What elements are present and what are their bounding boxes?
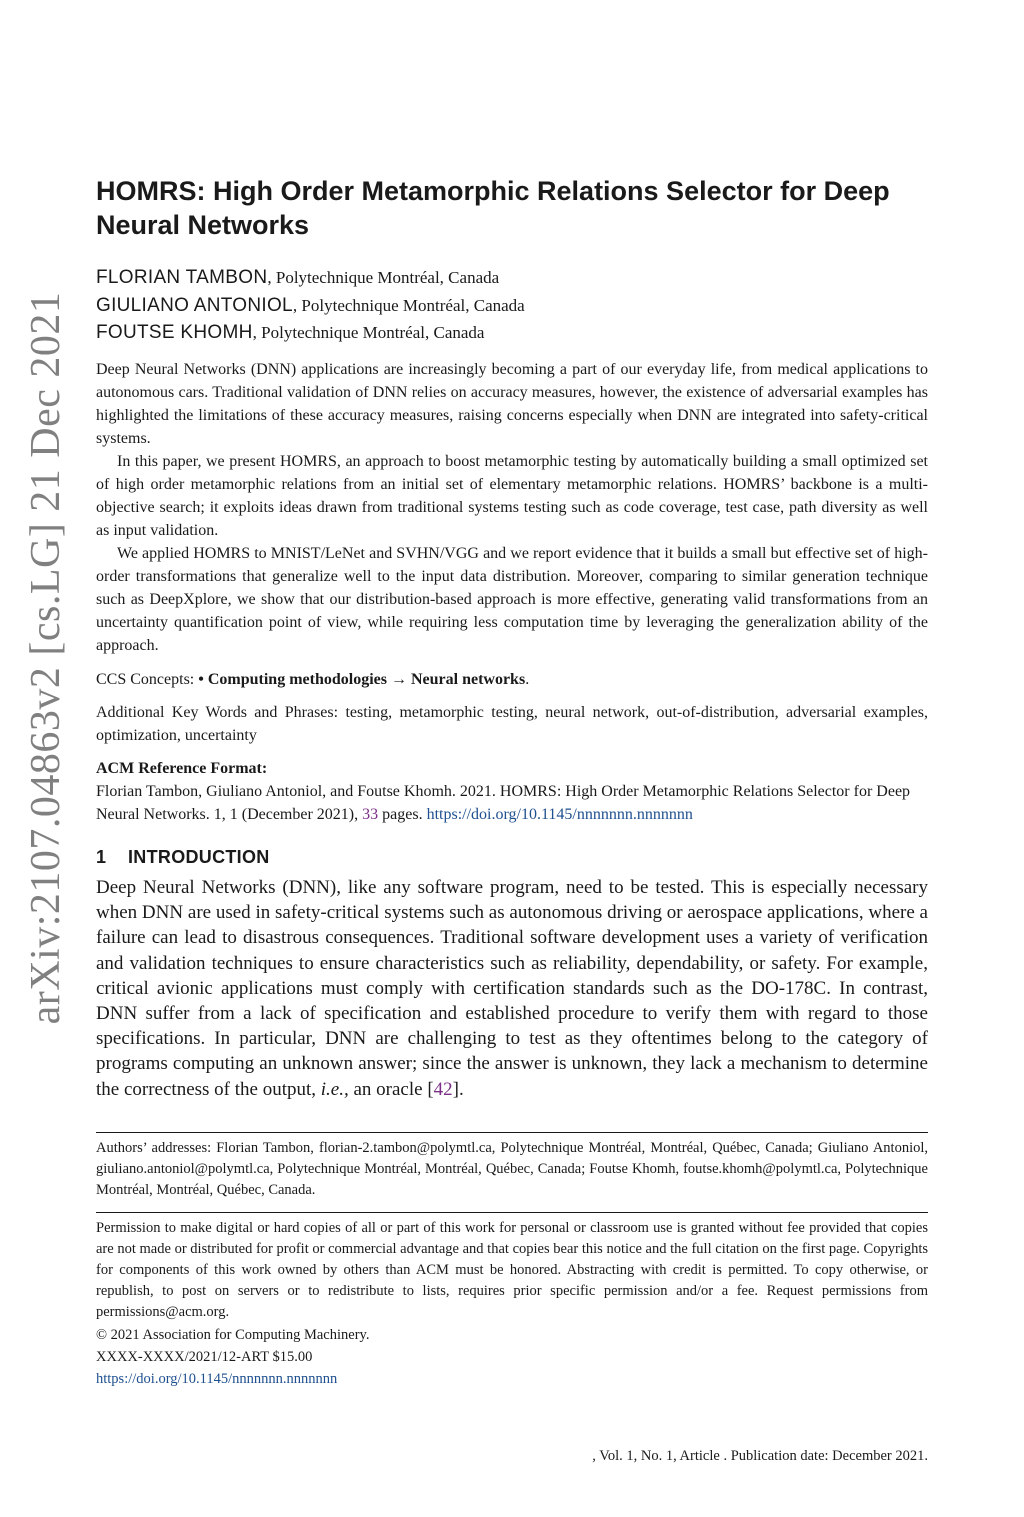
permission-divider xyxy=(96,1212,928,1213)
intro-text-tail: an oracle [ xyxy=(348,1078,434,1100)
author-entry xyxy=(96,319,928,347)
abstract-paragraph: In this paper, we present HOMRS, an approach to boost metamorphic testing by automatically building a small optimized set of high order metamorphic relations from an initial set of elementary metamorphic relations. HOMRS’ backbone is a multi-objective search; it exploits ideas drawn from traditional systems testing such as code coverage, test case, path diversity as well as input validation. xyxy=(96,453,928,539)
author-entry xyxy=(96,264,928,292)
ccs-subconcept: Neural networks xyxy=(410,671,526,688)
author-addresses: Authors’ addresses: Florian Tambon, florian-2.tambon@polymtl.ca, Polytechnique Montréal, Montréal, Québec, Canada; Giuliano Antoniol, giuliano.antoniol@polymtl.ca, Polytechnique Montréal, Montréal, Québec, Canada; Foutse Khomh, foutse.khomh@polymtl.ca, Polytechnique Montréal, Montréal, Québec, Canada. xyxy=(96,1140,928,1198)
section-heading xyxy=(96,845,928,869)
author-name: GIULIANO ANTONIOL xyxy=(96,294,293,316)
author-entry xyxy=(96,292,928,320)
pages-suffix: pages. xyxy=(378,806,427,823)
abstract-paragraph: We applied HOMRS to MNIST/LeNet and SVHN/VGG and we report evidence that it builds a small but effective set of high-order transformations that generalize well to the input data distribution. Moreover, comparing to similar generation technique such as DeepXplore, we show that our distribution-based approach is more effective, generating valid transformations from an uncertainty quantification point of view, while requiring less computation time by leveraging the generalization ability of the approach. xyxy=(96,545,928,654)
footnote-divider xyxy=(96,1132,928,1133)
abstract-paragraph: Deep Neural Networks (DNN) applications are increasingly becoming a part of our everyday life, from medical applications to autonomous cars. Traditional validation of DNN relies on accuracy measures, however, the existence of adversarial examples has highlighted the limitations of these accuracy measures, raising concerns especially when DNN are integrated into safety-critical systems. xyxy=(96,361,928,447)
section-number: 1 xyxy=(96,847,107,867)
issn-line: XXXX-XXXX/2021/12-ART $15.00 xyxy=(96,1349,313,1365)
footnote-doi-link[interactable]: https://doi.org/10.1145/nnnnnnn.nnnnnnn xyxy=(96,1371,338,1387)
author-name: FOUTSE KHOMH xyxy=(96,322,253,343)
author-affiliation: , Polytechnique Montréal, Canada xyxy=(252,323,485,342)
paper-title: HOMRS: High Order Metamorphic Relations Selector for Deep Neural Networks xyxy=(96,176,890,240)
section-title: INTRODUCTION xyxy=(128,847,270,867)
ccs-bullet: • xyxy=(198,671,208,688)
ccs-arrow: → xyxy=(386,671,411,688)
keywords: Additional Key Words and Phrases: testing, metamorphic testing, neural network, out-of-distribution, adversarial examples, optimization, uncertainty xyxy=(96,704,928,744)
arxiv-sidebar-stamp xyxy=(16,0,76,1517)
author-affiliation: , Polytechnique Montréal, Canada xyxy=(292,295,525,315)
acm-reference-heading: ACM Reference Format: xyxy=(96,760,268,777)
page-count-link[interactable]: 33 xyxy=(362,806,379,823)
doi-link[interactable]: https://doi.org/10.1145/nnnnnnn.nnnnnnn xyxy=(426,806,693,823)
acm-reference-format xyxy=(96,757,928,826)
acm-reference-text: Florian Tambon, Giuliano Antoniol, and Foutse Khomh. 2021. HOMRS: High Order Metamorphic Relations Selector for Deep Neural Networks. 1, 1 (December 2021), xyxy=(96,783,911,823)
intro-text-end: ]. xyxy=(452,1078,464,1100)
introduction-paragraph xyxy=(96,875,928,1102)
author-list xyxy=(96,264,928,347)
copyright-line: © 2021 Association for Computing Machinery. xyxy=(96,1327,370,1343)
permission-notice: Permission to make digital or hard copies of all or part of this work for personal or classroom use is granted without fee provided that copies are not made or distributed for profit or commercial advantage and that copies bear this notice and the full citation on the first page. Copyrights for components of this work owned by others than ACM must be honored. Abstracting with credit is permitted. To copy otherwise, or republish, to post on servers or to redistribute to lists, requires prior specific permission and/or a fee. Request permissions from permissions@acm.org. xyxy=(96,1220,928,1320)
intro-text: Deep Neural Networks (DNN), like any software program, need to be tested. This is especially necessary when DNN are used in safety-critical systems such as autonomous driving or aerospace applications, where a failure can lead to disastrous consequences. Traditional software development uses a variety of verification and validation techniques to ensure characteristics such as reliability, dependability, or safety. For example, critical avionic applications must comply with certification standards such as the DO-178C. In contrast, DNN suffer from a lack of specification and established procedure to verify them with regard to those specifications. In particular, DNN are challenging to test as they oftentimes belong to the category of programs computing an unknown answer; since the answer is unknown, they lack a mechanism to determine the correctness of the output, xyxy=(96,877,928,1100)
ccs-concept: Computing methodologies xyxy=(207,671,387,688)
ccs-end: . xyxy=(525,671,530,688)
publication-footer: , Vol. 1, No. 1, Article . Publication date: December 2021. xyxy=(592,1448,928,1464)
arxiv-identifier: arXiv:2107.04863v2 [cs.LG] 21 Dec 2021 xyxy=(23,291,69,1025)
abstract xyxy=(96,358,928,657)
intro-ie: i.e., xyxy=(320,1078,349,1100)
ccs-concepts xyxy=(96,668,928,691)
ccs-label: CCS Concepts: xyxy=(96,671,199,688)
author-name: FLORIAN TAMBON xyxy=(96,267,268,288)
citation-link[interactable]: 42 xyxy=(433,1078,453,1100)
author-affiliation: , Polytechnique Montréal, Canada xyxy=(267,268,500,287)
